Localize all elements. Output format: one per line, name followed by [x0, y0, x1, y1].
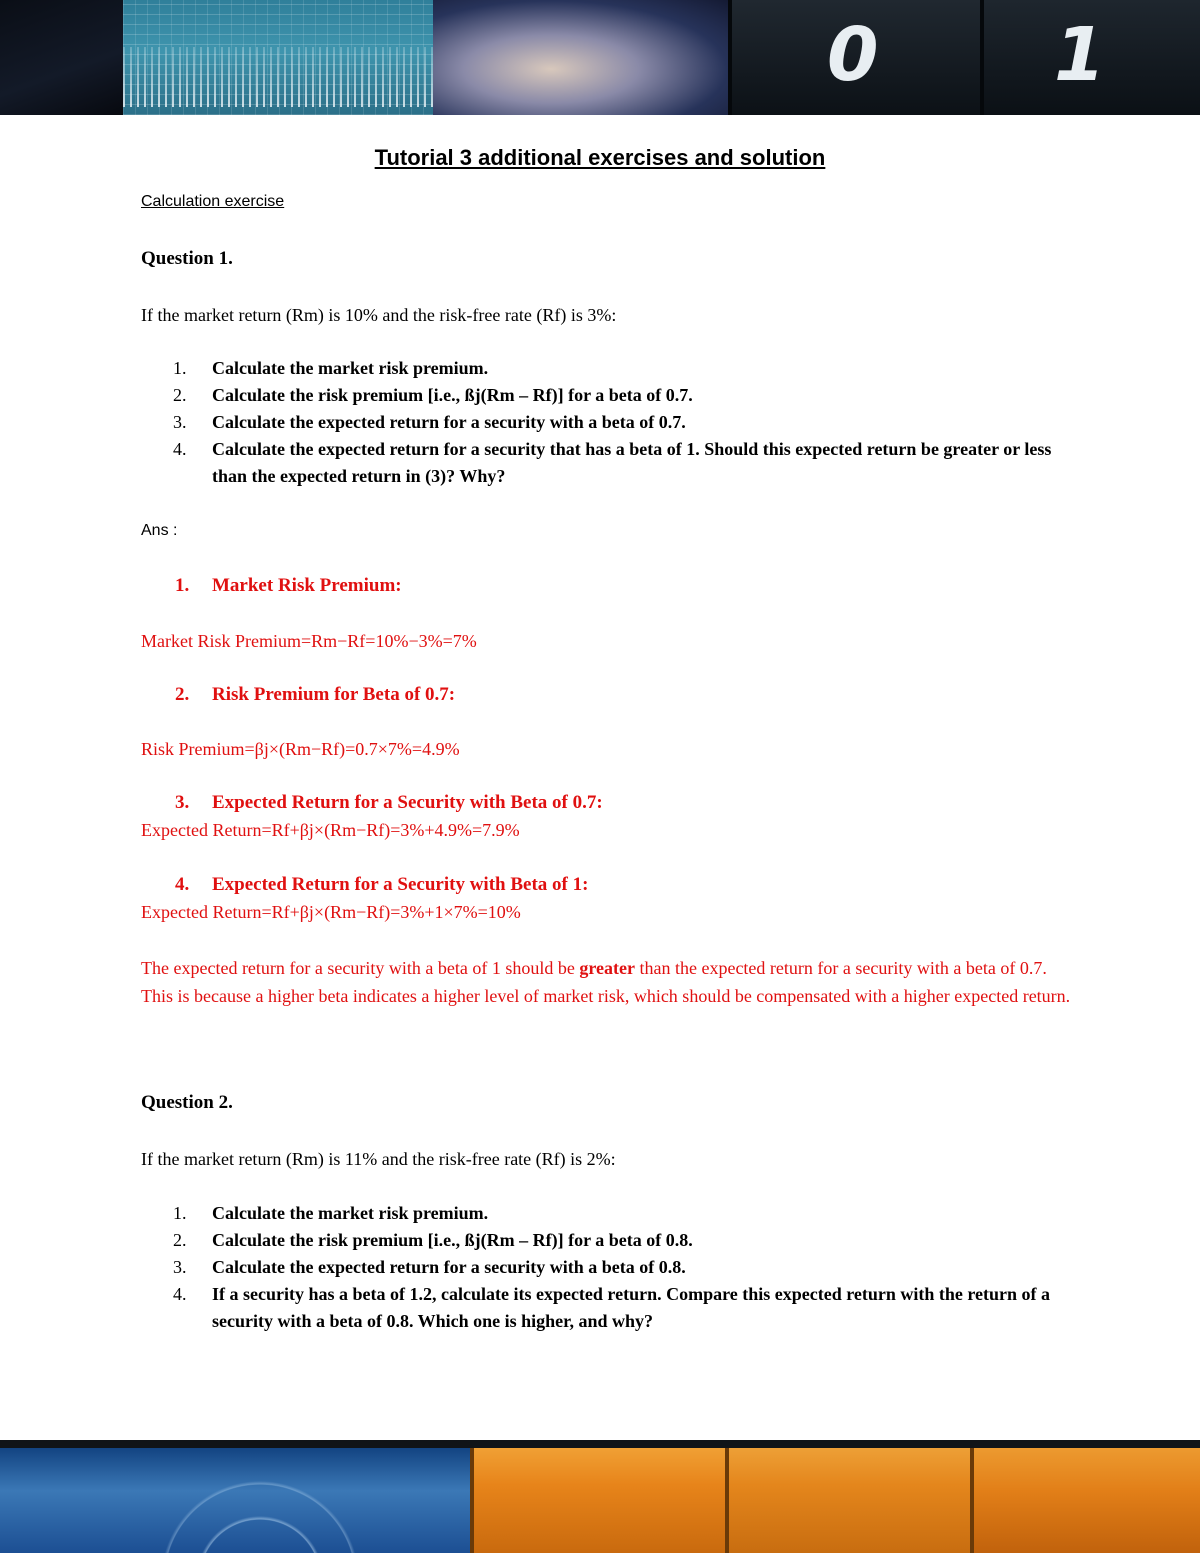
list-item-text: Calculate the risk premium [i.e., ßj(Rm – Rf)] for a beta of 0.7.	[212, 385, 693, 405]
list-item	[141, 382, 1071, 409]
list-item-text: Calculate the expected return for a security with a beta of 0.8.	[212, 1257, 686, 1277]
question-1-heading: Question 1.	[141, 248, 233, 269]
list-item-text: Calculate the expected return for a security that has a beta of 1. Should this expected return be greater or less than the expected return in (3)? Why?	[212, 439, 1052, 486]
answer-4-heading: 4. Expected Return for a Security with Beta of 1:	[175, 874, 589, 895]
footer-panel-orange-3	[970, 1440, 1200, 1553]
banner-panel-photo	[433, 0, 728, 115]
list-item	[141, 1254, 1071, 1281]
question-1-prompt: If the market return (Rm) is 10% and the risk-free rate (Rf) is 3%:	[141, 305, 617, 325]
footer-panel-blue	[0, 1440, 470, 1553]
footer-panel-orange-2	[725, 1440, 974, 1553]
answer-2-formula: Risk Premium=βj×(Rm−Rf)=0.7×7%=4.9%	[141, 739, 460, 759]
footer-arc-pattern	[0, 1440, 470, 1553]
list-item-number: 1.	[173, 1203, 187, 1223]
footer-top-strip	[0, 1440, 1200, 1448]
list-item-text: Calculate the expected return for a security with a beta of 0.7.	[212, 412, 686, 432]
banner-zero-glyph: 0	[827, 12, 879, 98]
banner-one-glyph: 1	[1054, 12, 1106, 98]
list-item	[141, 355, 1071, 382]
list-item-number: 3.	[173, 412, 187, 432]
list-item	[141, 1227, 1071, 1254]
answer-4-formula: Expected Return=Rf+βj×(Rm−Rf)=3%+1×7%=10%	[141, 902, 521, 922]
question-1-list	[141, 355, 1071, 490]
list-item-number: 4.	[173, 439, 187, 459]
answer-label: Ans :	[141, 522, 178, 539]
banner-panel-zero	[728, 0, 984, 115]
question-2-prompt: If the market return (Rm) is 11% and the risk-free rate (Rf) is 2%:	[141, 1149, 616, 1169]
list-item-text: Calculate the market risk premium.	[212, 358, 489, 378]
list-item-text: Calculate the market risk premium.	[212, 1203, 489, 1223]
emphasis-greater: greater	[579, 958, 635, 978]
answer-2-heading: 2. Risk Premium for Beta of 0.7:	[175, 684, 456, 705]
answer-explanation: The expected return for a security with a beta of 1 should be greater than the expected return for a security with a beta of 0.7. This is because a higher beta indicates a higher level of market risk, which should be compensated with a higher expected return.	[141, 958, 1071, 1006]
question-2-list	[141, 1200, 1071, 1335]
answer-1-formula: Market Risk Premium=Rm−Rf=10%−3%=7%	[141, 631, 477, 651]
list-item	[141, 1200, 1071, 1227]
list-item	[141, 409, 1071, 436]
list-item	[141, 436, 1071, 490]
footer-panel-orange-1	[470, 1440, 729, 1553]
answer-3-formula: Expected Return=Rf+βj×(Rm−Rf)=3%+4.9%=7.9%	[141, 820, 520, 840]
answer-1-heading: 1. Market Risk Premium:	[175, 575, 402, 596]
list-item-number: 2.	[173, 385, 187, 405]
section-label: Calculation exercise	[141, 193, 285, 210]
list-item-text: Calculate the risk premium [i.e., ßj(Rm – Rf)] for a beta of 0.8.	[212, 1230, 693, 1250]
list-item-number: 4.	[173, 1284, 187, 1304]
footer-banner	[0, 1440, 1200, 1553]
list-item-number: 2.	[173, 1230, 187, 1250]
list-item-text: If a security has a beta of 1.2, calculate its expected return. Compare this expected return with the return of a security with a beta of 0.8. Which one is higher, and why?	[212, 1284, 1051, 1331]
document-title: Tutorial 3 additional exercises and solution	[374, 145, 826, 170]
list-item	[141, 1281, 1071, 1335]
banner-bar-pattern	[123, 47, 433, 107]
list-item-number: 1.	[173, 358, 187, 378]
banner-panel-chart	[123, 0, 433, 115]
banner-panel-one	[980, 0, 1200, 115]
question-2-heading: Question 2.	[141, 1092, 233, 1113]
banner-panel-dark	[0, 0, 123, 115]
header-banner	[0, 0, 1200, 115]
list-item-number: 3.	[173, 1257, 187, 1277]
answer-3-heading: 3. Expected Return for a Security with Beta of 0.7:	[175, 792, 603, 813]
